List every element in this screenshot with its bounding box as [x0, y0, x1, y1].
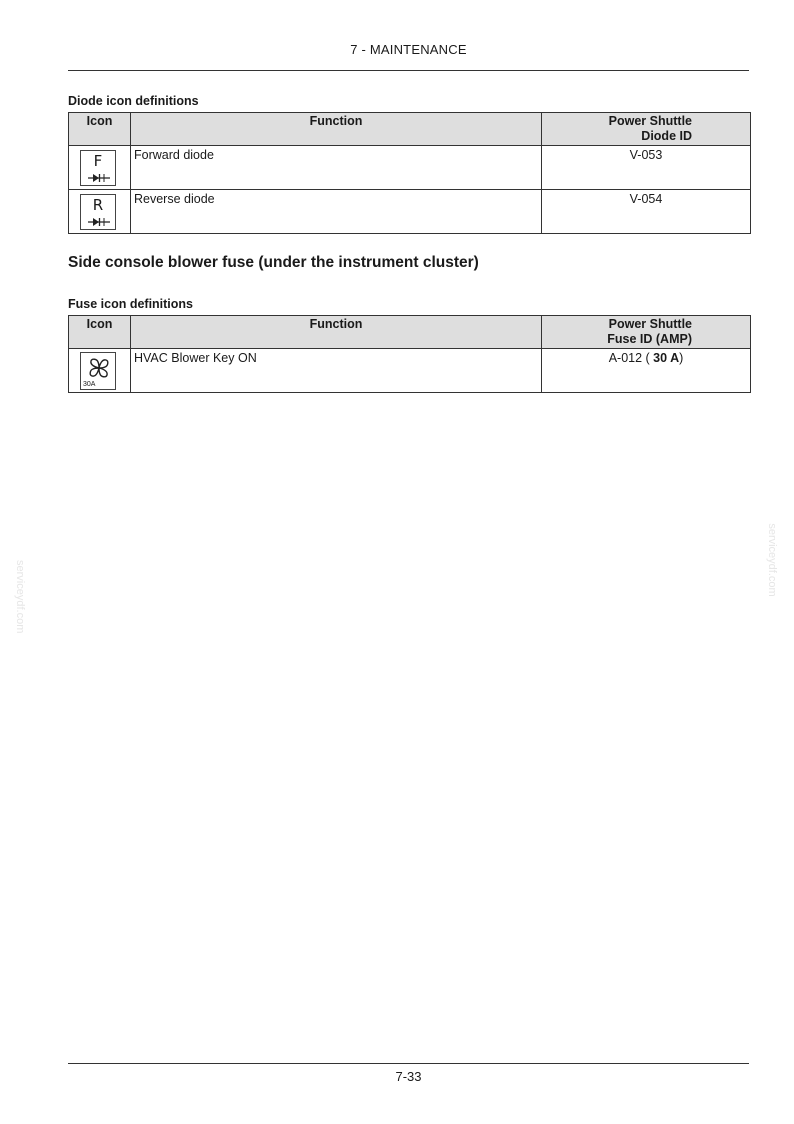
fan-icon: [87, 356, 111, 380]
table-row: [69, 146, 751, 190]
header-rule: [68, 70, 749, 71]
section-title: Side console blower fuse (under the instrument cluster): [68, 254, 479, 271]
header-line: Diode ID: [641, 129, 692, 143]
function-cell: Forward diode: [131, 146, 542, 190]
diode-symbol-icon: [88, 217, 110, 227]
icon-column-header: Icon: [69, 316, 131, 349]
footer-rule: [68, 1063, 749, 1064]
diode-id-column-header: [542, 113, 751, 146]
fuse-id-column-header: [542, 316, 751, 349]
table-row: [69, 190, 751, 234]
diode-id-cell: V-053: [542, 146, 751, 190]
header-line: Fuse ID (AMP): [607, 332, 692, 346]
icon-letter: R: [92, 196, 104, 214]
watermark-left: serviceydf.com: [14, 560, 26, 634]
header-line: Power Shuttle: [608, 317, 692, 331]
blower-fan-icon: [80, 352, 116, 390]
fuse-table-caption: Fuse icon definitions: [68, 297, 194, 311]
page-header-title: 7 - MAINTENANCE: [350, 42, 467, 57]
diode-icon-table: [68, 112, 751, 234]
page-number: 7-33: [395, 1069, 422, 1084]
header-line: Power Shuttle: [608, 114, 692, 128]
diode-symbol-icon: [88, 173, 110, 183]
watermark-right: serviceydf.com: [766, 523, 778, 597]
forward-diode-icon: [80, 150, 116, 186]
function-column-header: Function: [131, 316, 542, 349]
table-row: [69, 349, 751, 393]
table-header-row: [69, 113, 751, 146]
icon-cell: [69, 349, 131, 393]
icon-cell: [69, 190, 131, 234]
function-cell: HVAC Blower Key ON: [131, 349, 542, 393]
function-cell: Reverse diode: [131, 190, 542, 234]
table-header-row: [69, 316, 751, 349]
fuse-id-suffix: ): [679, 351, 684, 365]
reverse-diode-icon: [80, 194, 116, 230]
fuse-id-cell: [542, 349, 751, 393]
fuse-rating-label: 30A: [83, 381, 96, 388]
fuse-amp-value: 30 A: [653, 351, 680, 365]
diode-id-cell: V-054: [542, 190, 751, 234]
function-column-header: Function: [131, 113, 542, 146]
icon-letter: F: [93, 152, 103, 170]
fuse-id-prefix: A-012 (: [608, 351, 650, 365]
fuse-icon-table: [68, 315, 751, 393]
icon-cell: [69, 146, 131, 190]
diode-table-caption: Diode icon definitions: [68, 94, 199, 108]
icon-column-header: Icon: [69, 113, 131, 146]
